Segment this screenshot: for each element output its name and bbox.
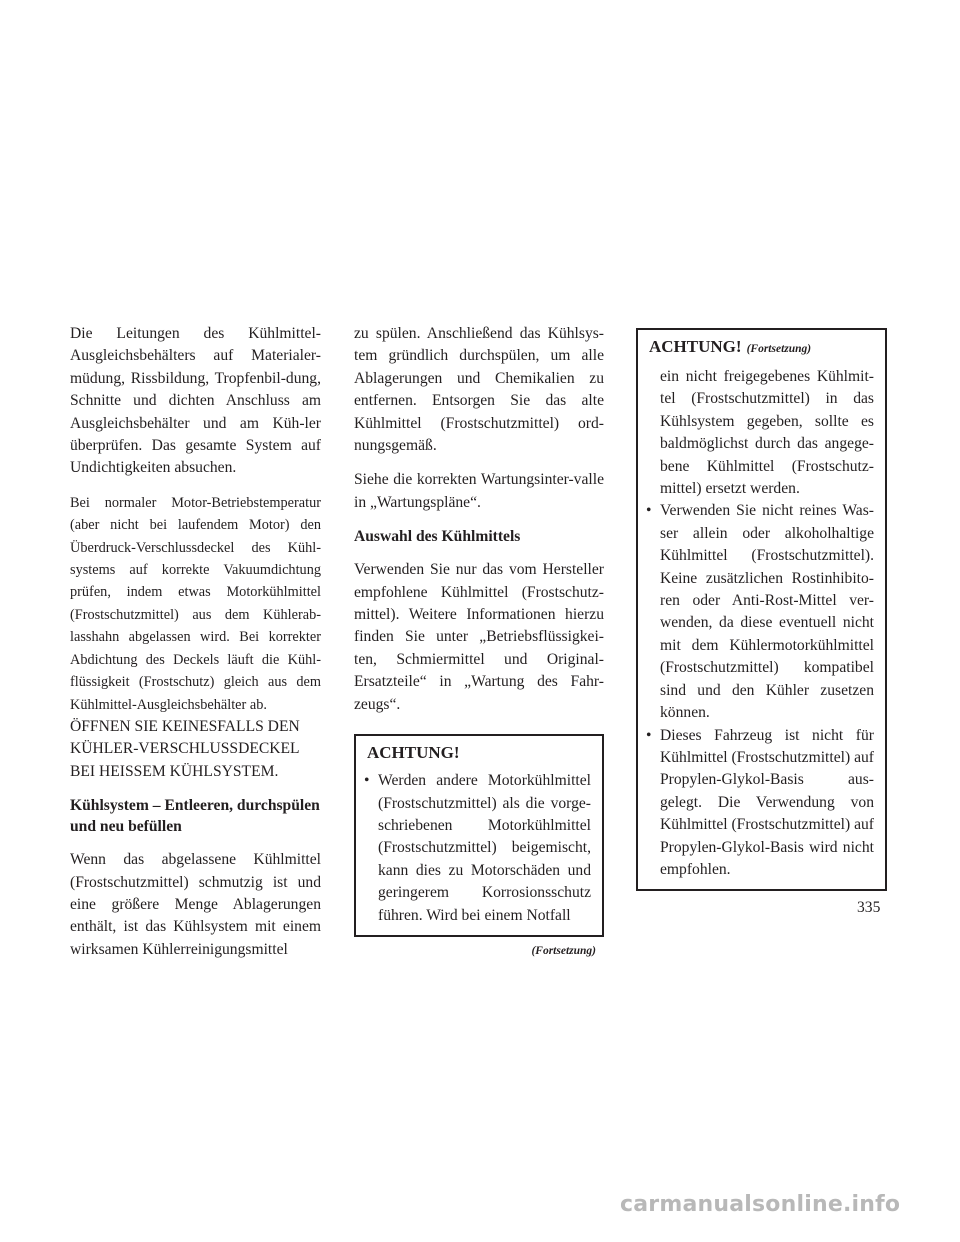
caps-warning-line-3: BEI HEISSEM KÜHLSYSTEM. — [70, 762, 279, 780]
warning-title-text: ACHTUNG! — [649, 337, 742, 356]
warning-list — [649, 500, 874, 881]
warning-continued-text: ein nicht freigegebenes Kühlmit-tel (Frostschutzmittel) in das Kühlsystem gegeben, sollte es baldmöglichst durch das angege-bene Kühlmittel (Frostschutz-mittel) ersetzt werden. — [660, 368, 874, 498]
section-heading-coolant-choice: Auswahl des Kühlmittels — [354, 528, 521, 546]
warning-bullet: • Dieses Fahrzeug ist nicht für Kühlmittel (Frostschutzmittel) auf Propylen-Glykol-Basis aus-gelegt. Die Verwendung von Kühlmittel (Frostschutzmittel) auf Propylen-Glykol-Basis wird nicht empfohlen. — [649, 725, 874, 882]
continued-label: (Fortsetzung) — [531, 944, 596, 957]
section-heading-flush: Kühlsystem – Entleeren, durchspülen und neu befüllen — [70, 797, 320, 836]
warning-box-continued — [636, 328, 887, 891]
column-left — [70, 323, 321, 973]
caps-warning-line-2: KÜHLER-VERSCHLUSSDECKEL — [70, 740, 300, 758]
caps-warning-line-1: ÖFFNEN SIE KEINESFALLS DEN — [70, 717, 300, 735]
paragraph-hose-inspection: Die Leitungen des Kühlmittel-Ausgleichsbehälters auf Materialer-müdung, Rissbildung, Tropfenbil-dung, Schnitte und dichten Anschluss am Ausgleichsbehälter und am Küh-ler überprüfen. Das gesamte System auf Undichtigkeiten absuchen. — [70, 325, 321, 477]
warning-bullet: • Werden andere Motorkühlmittel (Frostschutzmittel) als die vorge-schriebenen Motorkühlmittel (Frostschutzmittel) beigemischt, kann dies zu Motorschäden und geringerem Korrosionsschutz führen. Wird bei einem Notfall — [367, 770, 591, 927]
column-right — [636, 328, 887, 891]
watermark: carmanualsonline.info — [620, 1192, 901, 1217]
paragraph-cap-vacuum-check: Bei normaler Motor-Betriebstemperatur (aber nicht bei laufendem Motor) den Überdruck-Verschlussdeckel des Kühl-systems auf korrekte Vakuumdichtung prüfen, indem etwas Motorkühlmittel (Frostschutzmittel) aus dem Kühlerab-lasshahn abgelassen wird. Bei korrekter Abdichtung des Deckels läuft die Kühl-flüssigkeit (Frostschutz) gleich aus dem Kühlmittel-Ausgleichsbehälter ab. — [70, 494, 321, 713]
paragraph-dirty-coolant: Wenn das abgelassene Kühlmittel (Frostschutzmittel) schmutzig ist und eine größere Menge Ablagerungen enthält, ist das Kühlsystem mit einem wirksamen Kühlerreinigungsmittel — [70, 851, 321, 958]
paragraph-maintenance-intervals: Siehe die korrekten Wartungsinter-valle in „Wartungspläne“. — [354, 471, 604, 511]
warning-continued-label: (Fortsetzung) — [746, 343, 812, 355]
warning-box — [354, 734, 604, 937]
warning-title — [649, 336, 874, 360]
paragraph-recommended-coolant: Verwenden Sie nur das vom Hersteller empfohlene Kühlmittel (Frostschutz-mittel). Weitere Informationen hierzu finden Sie unter „Betriebsflüssigkei-ten, Schmiermittel und Original-Ersatzteile“ in „Wartung des Fahr-zeugs“. — [354, 561, 604, 713]
warning-title: ACHTUNG! — [367, 743, 460, 763]
column-middle — [354, 323, 604, 959]
paragraph-rinse-system: zu spülen. Anschließend das Kühlsys-tem gründlich durchspülen, um alle Ablagerungen und Chemikalien zu entfernen. Entsorgen Sie das alte Kühlmittel (Frostschutzmittel) ord-nungsgemäß. — [354, 325, 604, 455]
page-number: 335 — [857, 899, 881, 916]
warning-bullet: • Verwenden Sie nicht reines Was-ser allein oder alkoholhaltige Kühlmittel (Frostschutzmittel). Keine zusätzlichen Rostinhibito-ren oder Anti-Rost-Mittel ver-wenden, da diese eventuell nicht mit dem Kühlermotorkühlmittel (Frostschutzmittel) kompatibel sind und den Kühler zusetzen können. — [649, 500, 874, 724]
warning-list — [367, 770, 591, 927]
